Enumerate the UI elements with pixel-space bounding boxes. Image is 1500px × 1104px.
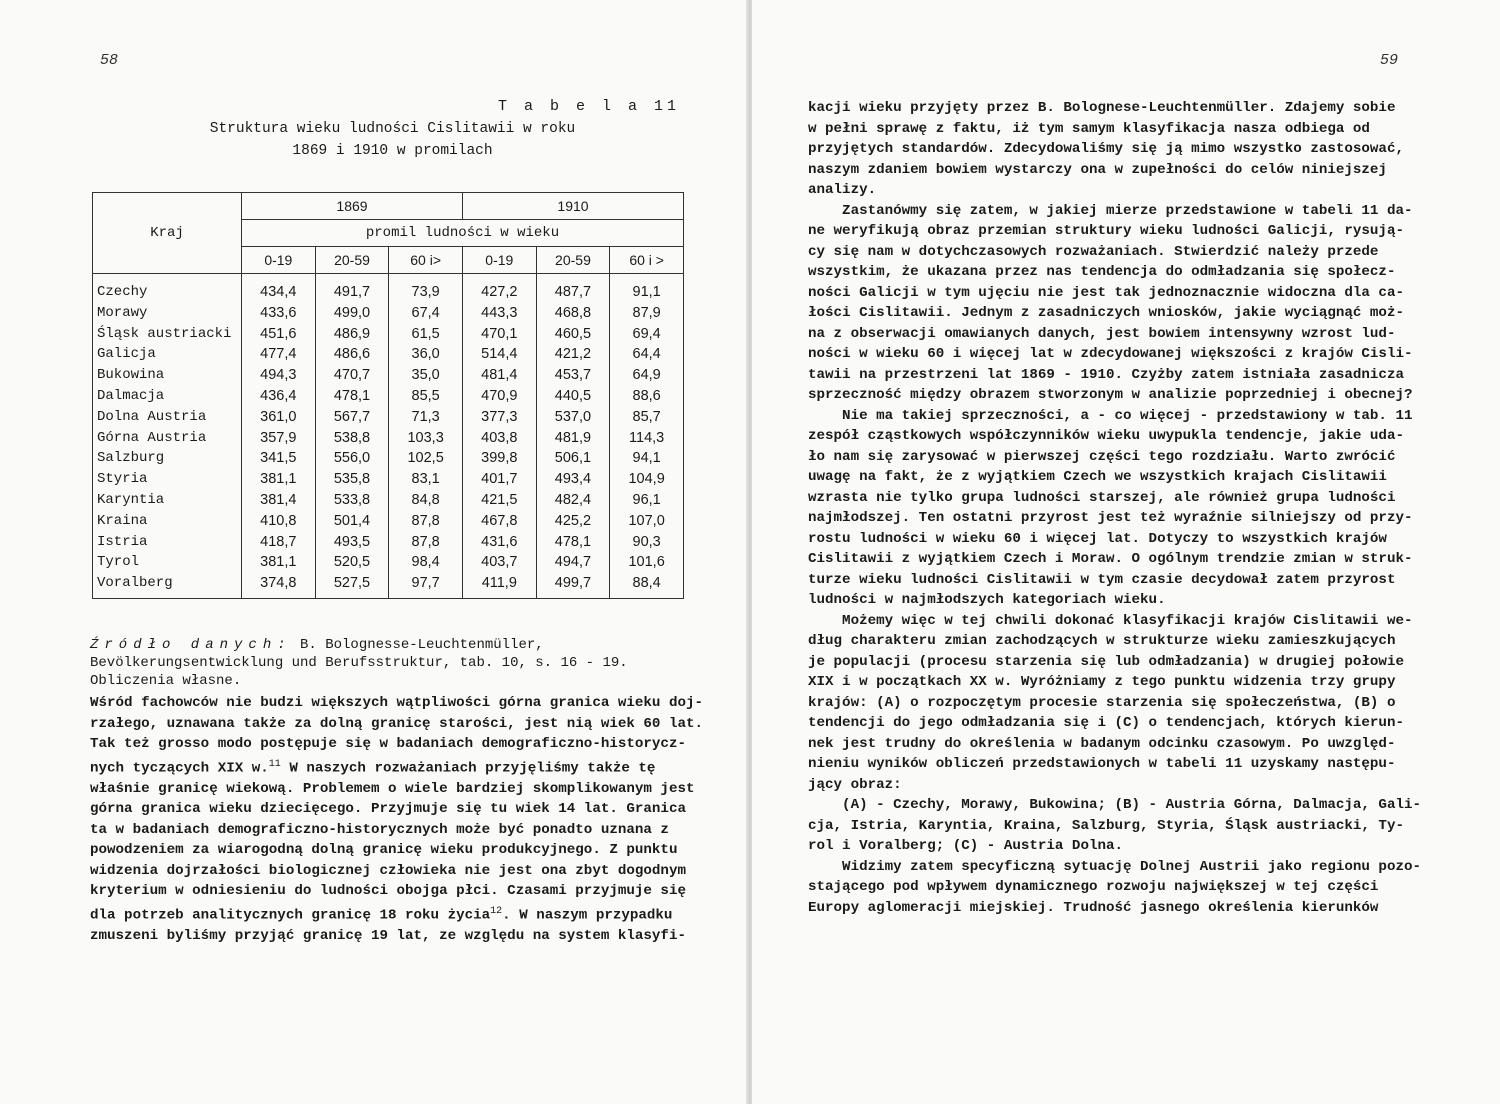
age-structure-table	[92, 192, 684, 599]
value-cell: 381,1	[242, 552, 316, 573]
value-cell: 87,8	[389, 532, 463, 553]
value-cell: 36,0	[389, 344, 463, 365]
table-label: T a b e l a 11	[497, 98, 680, 115]
column-header-year-1869: 1869	[242, 193, 463, 220]
text-line: Wśród fachowców nie budzi większych wątpliwości górna granica wieku doj-	[90, 695, 703, 711]
table-body	[93, 274, 684, 599]
text-line: powodzeniem za wiarogodną dolną granicę wieku produkcyjnego. Z punktu	[90, 842, 678, 859]
value-cell: 567,7	[315, 407, 389, 428]
right-page	[752, 0, 1500, 1104]
country-cell: Voralberg	[93, 573, 242, 598]
age-header: 20-59	[315, 247, 389, 274]
value-cell: 87,8	[389, 511, 463, 532]
value-cell: 470,9	[462, 386, 536, 407]
value-cell: 399,8	[462, 448, 536, 469]
age-header: 60 i >	[610, 247, 684, 274]
value-cell: 71,3	[389, 407, 463, 428]
value-cell: 421,5	[462, 490, 536, 511]
table-row	[93, 490, 684, 511]
text-line: zmuszeni byliśmy przyjąć granicę 19 lat, ze względu na system klasyfi-	[90, 927, 686, 944]
text-line: Tak też grosso modo postępuje się w badaniach demograficzno-historycz-	[90, 736, 686, 752]
country-cell: Czechy	[93, 274, 242, 303]
value-cell: 96,1	[610, 490, 684, 511]
text-line: właśnie granicę wiekową. Problemem o wiele bardziej skomplikowanym jest	[90, 780, 695, 797]
value-cell: 411,9	[462, 573, 536, 598]
value-cell: 520,5	[315, 552, 389, 573]
value-cell: 61,5	[389, 324, 463, 345]
value-cell: 491,7	[315, 274, 389, 303]
footnote-ref: 11	[268, 758, 281, 770]
age-header: 0-19	[242, 247, 316, 274]
value-cell: 374,8	[242, 573, 316, 598]
text-line: Nie ma takiej sprzeczności, a - co więcej - przedstawiony w tab. 11	[808, 407, 1413, 424]
value-cell: 434,4	[242, 274, 316, 303]
column-header-year-1910: 1910	[462, 193, 683, 220]
text-line: nych tyczących XIX w.$^{11}$ W naszych rozważaniach przyjęliśmy także tę	[90, 758, 656, 777]
value-cell: 114,3	[610, 428, 684, 449]
country-cell: Śląsk austriacki	[93, 324, 242, 345]
text-line: stającego pod wpływem dynamicznego rozwoju największej w tej części	[808, 879, 1379, 895]
value-cell: 403,7	[462, 552, 536, 573]
table-row	[93, 511, 684, 532]
table-row	[93, 386, 684, 407]
table-row	[93, 365, 684, 386]
text-line: najmłodszej. Ten ostatni przyrost jest też wyraźnie silniejszy od przy-	[808, 510, 1413, 526]
value-cell: 556,0	[315, 448, 389, 469]
left-page	[0, 0, 748, 1104]
text-line: dla potrzeb analitycznych granicę 18 roku życia$^{12}$. W naszym przypadku	[90, 905, 673, 924]
value-cell: 88,4	[610, 573, 684, 598]
value-cell: 478,1	[315, 386, 389, 407]
text-line: dług charakteru zmian zachodzących w strukturze wieku zamieszkujących	[808, 633, 1396, 649]
text-line: uwagę na fakt, że z wyjątkiem Czech we wszystkich krajach Cislitawii	[808, 469, 1387, 485]
value-cell: 427,2	[462, 274, 536, 303]
value-cell: 538,8	[315, 428, 389, 449]
value-cell: 107,0	[610, 511, 684, 532]
table-title-line-2: 1869 i 1910 w promilach	[292, 143, 493, 159]
text-line: ta w badaniach demograficzno-historycznych może być ponadto uznana z	[90, 821, 669, 838]
value-cell: 401,7	[462, 469, 536, 490]
value-cell: 470,7	[315, 365, 389, 386]
value-cell: 494,7	[536, 552, 610, 573]
text-line: na z obserwacji omawianych danych, jest bowiem intensywny wzrost lud-	[808, 325, 1396, 342]
country-cell: Styria	[93, 469, 242, 490]
value-cell: 102,5	[389, 448, 463, 469]
text-line: nek jest trudny do określenia w badanym odcinku czasowym. Po uwzględ-	[808, 735, 1396, 752]
country-cell: Istria	[93, 532, 242, 553]
age-header: 60 i>	[389, 247, 463, 274]
country-cell: Salzburg	[93, 448, 242, 469]
value-cell: 98,4	[389, 552, 463, 573]
text-line: widzenia dojrzałości biologicznej człowieka nie jest ona zbyt dogodnym	[90, 862, 686, 879]
table-row	[93, 303, 684, 324]
value-cell: 69,4	[610, 324, 684, 345]
text-line: cja, Istria, Karyntia, Kraina, Salzburg, Styria, Śląsk austriacki, Ty-	[808, 817, 1404, 834]
text-line: rol i Voralberg; (C) - Austria Dolna.	[808, 838, 1124, 854]
text-line: rostu ludności w wieku 60 i więcej lat. Dotyczy to wszystkich krajów	[808, 530, 1387, 547]
table-row	[93, 324, 684, 345]
text-line: jący obraz:	[808, 776, 902, 793]
country-cell: Morawy	[93, 303, 242, 324]
value-cell: 67,4	[389, 303, 463, 324]
value-cell: 533,8	[315, 490, 389, 511]
value-cell: 443,3	[462, 303, 536, 324]
table-row	[93, 532, 684, 553]
text-line: rzałego, uznawana także za dolną granicę starości, jest nią wiek 60 lat.	[90, 715, 703, 732]
text-line: Możemy więc w tej chwili dokonać klasyfikacji krajów Cislitawii we-	[808, 612, 1413, 629]
text-line: wszystkim, że ukazana przez nas tendencja do odmładzania się społecz-	[808, 264, 1396, 280]
table-row	[93, 274, 684, 303]
left-body-text	[90, 693, 703, 946]
column-header-promil: promil ludności w wieku	[242, 220, 684, 247]
value-cell: 486,9	[315, 324, 389, 345]
value-cell: 470,1	[462, 324, 536, 345]
text-line: Zastanówmy się zatem, w jakiej mierze przedstawione w tabeli 11 da-	[808, 202, 1413, 219]
text-line: Cislitawii z wyjątkiem Czech i Moraw. O ogólnym trendzie zmian w struk-	[808, 551, 1413, 567]
country-cell: Kraina	[93, 511, 242, 532]
value-cell: 451,6	[242, 324, 316, 345]
value-cell: 103,3	[389, 428, 463, 449]
age-header: 20-59	[536, 247, 610, 274]
table-row	[93, 469, 684, 490]
table-row	[93, 552, 684, 573]
value-cell: 482,4	[536, 490, 610, 511]
value-cell: 91,1	[610, 274, 684, 303]
value-cell: 357,9	[242, 428, 316, 449]
value-cell: 499,0	[315, 303, 389, 324]
text-line: ludności w najmłodszych kategoriach wieku.	[808, 592, 1166, 608]
text-line: XIX i w początkach XX w. Wyróżniamy z tego punktu widzenia trzy grupy	[808, 674, 1396, 690]
text-line: ności w wieku 60 i więcej lat w zdecydowanej większości z krajów Cisli-	[808, 346, 1413, 362]
value-cell: 436,4	[242, 386, 316, 407]
value-cell: 84,8	[389, 490, 463, 511]
table-row	[93, 448, 684, 469]
text-line: łości Cislitawii. Jednym z zasadniczych wniosków, jakie wyciągnąć moż-	[808, 305, 1404, 321]
text-line: zespół cząstkowych współczynników wieku uwypukla tendencje, jakie uda-	[808, 428, 1404, 444]
value-cell: 341,5	[242, 448, 316, 469]
country-cell: Tyrol	[93, 552, 242, 573]
source-lead: Źródło danych:	[90, 637, 292, 653]
country-cell: Dolna Austria	[93, 407, 242, 428]
text-line: turze wieku ludności Cislitawii w tym czasie decydował zatem przyrost	[808, 571, 1396, 588]
text-line: nieniu wyników obliczeń przedstawionych w tabeli 11 uzyskamy następu-	[808, 756, 1396, 772]
page-number-right: 59	[1380, 52, 1399, 69]
footnote-ref: 12	[490, 905, 503, 917]
country-cell: Dalmacja	[93, 386, 242, 407]
value-cell: 537,0	[536, 407, 610, 428]
value-cell: 527,5	[315, 573, 389, 598]
text-line: kacji wieku przyjęty przez B. Bolognese-Leuchtenmüller. Zdajemy sobie	[808, 100, 1396, 116]
text-line: naszym zdaniem bowiem wystarczy ona w zupełności do celów niniejszej	[808, 161, 1387, 178]
table-row	[93, 407, 684, 428]
text-line: cy się nam w dotychczasowych rozważaniach. Stwierdzić należy przede	[808, 243, 1379, 260]
value-cell: 90,3	[610, 532, 684, 553]
value-cell: 377,3	[462, 407, 536, 428]
table-row	[93, 428, 684, 449]
table-title-line-1: Struktura wieku ludności Cislitawii w roku	[209, 121, 576, 137]
text-line: górna granica wieku dziecięcego. Przyjmuje się tu wiek 14 lat. Granica	[90, 801, 686, 818]
value-cell: 433,6	[242, 303, 316, 324]
value-cell: 381,4	[242, 490, 316, 511]
value-cell: 487,7	[536, 274, 610, 303]
table-row	[93, 573, 684, 598]
value-cell: 467,8	[462, 511, 536, 532]
country-cell: Karyntia	[93, 490, 242, 511]
value-cell: 421,2	[536, 344, 610, 365]
text-line: analizy.	[808, 182, 877, 198]
value-cell: 418,7	[242, 532, 316, 553]
value-cell: 381,1	[242, 469, 316, 490]
country-cell: Galicja	[93, 344, 242, 365]
table-title	[100, 118, 685, 162]
value-cell: 85,5	[389, 386, 463, 407]
text-line: w pełni sprawę z faktu, iż tym samym klasyfikacja nasza odbiega od	[808, 120, 1370, 137]
right-body-text	[808, 98, 1421, 918]
text-line: sprzeczność między obrazem stworzonym w analizie poprzedniej i obecnej?	[808, 387, 1413, 403]
value-cell: 73,9	[389, 274, 463, 303]
value-cell: 88,6	[610, 386, 684, 407]
age-header: 0-19	[462, 247, 536, 274]
text-line: krajów: (A) o rozpoczętym procesie starzenia się społeczeństwa, (B) o	[808, 694, 1396, 711]
value-cell: 410,8	[242, 511, 316, 532]
table-row	[93, 344, 684, 365]
value-cell: 478,1	[536, 532, 610, 553]
value-cell: 535,8	[315, 469, 389, 490]
value-cell: 499,7	[536, 573, 610, 598]
value-cell: 87,9	[610, 303, 684, 324]
text-line: przyjętych standardów. Zdecydowaliśmy się ją mimo wszystko zastosować,	[808, 141, 1404, 157]
page-number-left: 58	[100, 52, 119, 69]
value-cell: 361,0	[242, 407, 316, 428]
value-cell: 104,9	[610, 469, 684, 490]
text-line: kryterium w odniesieniu do ludności obojga płci. Czasami przyjmuje się	[90, 883, 686, 900]
value-cell: 440,5	[536, 386, 610, 407]
text-line: ło nam się zarysować w pierwszej części tego rozdziału. Warto zwrócić	[808, 448, 1396, 465]
value-cell: 477,4	[242, 344, 316, 365]
table-source	[90, 636, 695, 690]
value-cell: 493,5	[315, 532, 389, 553]
text-line: Widzimy zatem specyficzną sytuację Dolnej Austrii jako regionu pozo-	[808, 858, 1421, 875]
text-line: ności Galicji w tym ujęciu nie jest tak jednoznacznie widoczna dla ca-	[808, 284, 1404, 301]
country-cell: Bukowina	[93, 365, 242, 386]
value-cell: 85,7	[610, 407, 684, 428]
value-cell: 494,3	[242, 365, 316, 386]
value-cell: 403,8	[462, 428, 536, 449]
text-line: je populacji (procesu starzenia się lub odmładzania) w drugiej połowie	[808, 653, 1404, 670]
value-cell: 94,1	[610, 448, 684, 469]
text-line: Europy aglomeracji miejskiej. Trudność jasnego określenia kierunków	[808, 899, 1379, 916]
value-cell: 460,5	[536, 324, 610, 345]
value-cell: 83,1	[389, 469, 463, 490]
text-line: (A) - Czechy, Morawy, Bukowina; (B) - Austria Górna, Dalmacja, Gali-	[808, 797, 1421, 813]
value-cell: 481,9	[536, 428, 610, 449]
text-line: tawii na przestrzeni lat 1869 - 1910. Czyżby zatem istniała zasadnicza	[808, 366, 1404, 383]
value-cell: 97,7	[389, 573, 463, 598]
column-header-kraj: Kraj	[93, 193, 242, 274]
value-cell: 425,2	[536, 511, 610, 532]
value-cell: 493,4	[536, 469, 610, 490]
value-cell: 486,6	[315, 344, 389, 365]
country-cell: Górna Austria	[93, 428, 242, 449]
value-cell: 501,4	[315, 511, 389, 532]
value-cell: 514,4	[462, 344, 536, 365]
value-cell: 35,0	[389, 365, 463, 386]
value-cell: 468,8	[536, 303, 610, 324]
text-line: tendencji do jego odmładzania się i (C) o tendencjach, których kierun-	[808, 715, 1404, 731]
source-text: B. Bolognesse-Leuchtenmüller, Bevölkerungsentwicklung und Berufsstruktur, tab. 10, s. 16 - 19. Obliczenia własne.	[90, 637, 628, 689]
value-cell: 431,6	[462, 532, 536, 553]
value-cell: 506,1	[536, 448, 610, 469]
value-cell: 453,7	[536, 365, 610, 386]
value-cell: 481,4	[462, 365, 536, 386]
text-line: ne weryfikują obraz przemian struktury wieku ludności Galicji, rysują-	[808, 223, 1404, 239]
value-cell: 64,9	[610, 365, 684, 386]
value-cell: 101,6	[610, 552, 684, 573]
value-cell: 64,4	[610, 344, 684, 365]
text-line: wzrasta nie tylko grupa ludności starszej, ale również grupa ludności	[808, 489, 1396, 506]
